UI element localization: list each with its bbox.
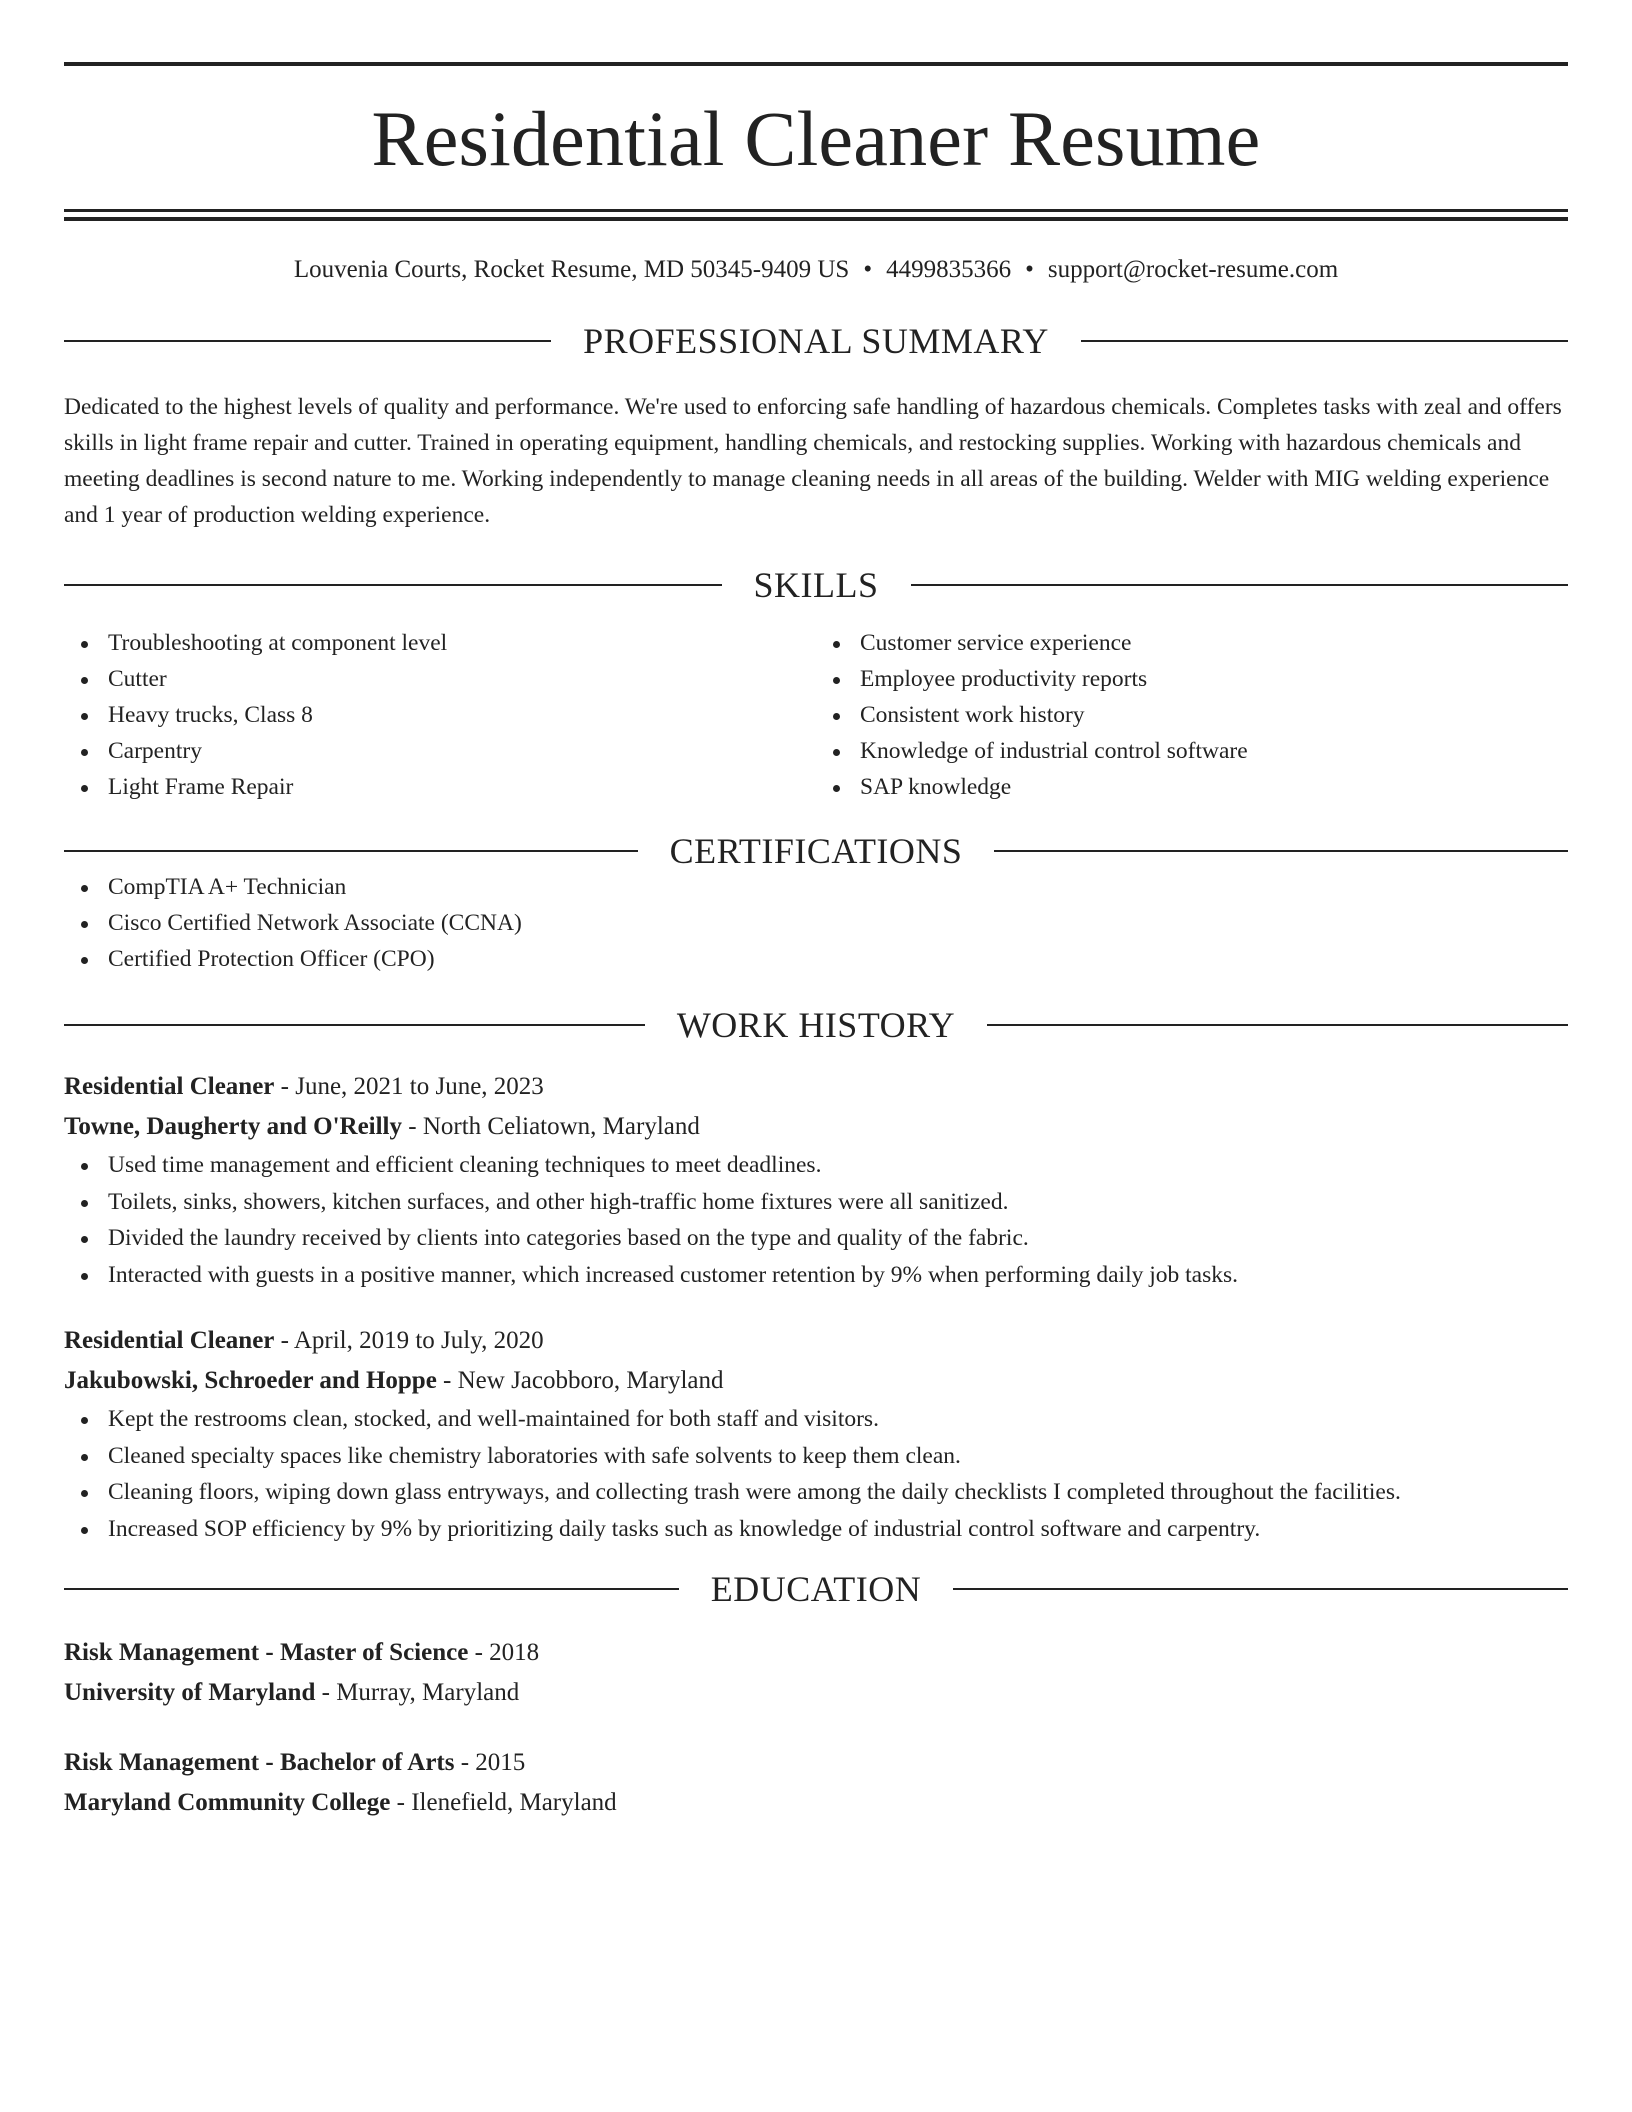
certification-item: Cisco Certified Network Associate (CCNA) xyxy=(64,905,1568,941)
section-title: PROFESSIONAL SUMMARY xyxy=(583,321,1049,361)
skill-item: Heavy trucks, Class 8 xyxy=(64,697,816,733)
heading-rule xyxy=(953,1588,1568,1590)
contact-line xyxy=(64,255,1568,285)
job-bullet: Cleaned specialty spaces like chemistry laboratories with safe solvents to keep them clean. xyxy=(64,1438,1568,1475)
school: Maryland Community College xyxy=(64,1789,391,1816)
job-location: - New Jacobboro, Maryland xyxy=(436,1367,724,1394)
contact-address: Louvenia Courts, Rocket Resume, MD 50345-9409 US xyxy=(293,256,850,283)
job-entry xyxy=(64,1321,1568,1547)
contact-separator: • xyxy=(1025,256,1034,283)
skill-item: Employee productivity reports xyxy=(816,661,1568,697)
skills-column-right xyxy=(816,625,1568,805)
section-heading-certifications xyxy=(64,833,1568,869)
heading-rule xyxy=(64,584,722,586)
section-title: SKILLS xyxy=(753,565,879,605)
section-heading-summary xyxy=(64,323,1568,359)
section-heading-skills xyxy=(64,567,1568,603)
heading-rule xyxy=(64,850,638,852)
section-heading-education xyxy=(64,1571,1568,1607)
job-bullet: Cleaning floors, wiping down glass entryways, and collecting trash were among the daily checklists I completed throughout the facilities. xyxy=(64,1474,1568,1511)
skill-item: Cutter xyxy=(64,661,816,697)
job-company: Towne, Daugherty and O'Reilly xyxy=(64,1113,403,1140)
school-location: - Ilenefield, Maryland xyxy=(390,1789,617,1816)
heading-rule xyxy=(987,1024,1568,1026)
job-bullet: Interacted with guests in a positive manner, which increased customer retention by 9% when performing daily job tasks. xyxy=(64,1257,1568,1294)
job-bullet: Toilets, sinks, showers, kitchen surfaces, and other high-traffic home fixtures were all sanitized. xyxy=(64,1184,1568,1221)
job-title-line xyxy=(64,1321,1568,1361)
degree-year: - 2015 xyxy=(454,1749,526,1776)
skills-column-left xyxy=(64,625,816,805)
job-bullets xyxy=(64,1147,1568,1293)
summary-text: Dedicated to the highest levels of quality and performance. We're used to enforcing safe handling of hazardous chemicals. Completes tasks with zeal and offers skills in light frame repair and cutter. Trained in operating equipment, handling chemicals, and restocking supplies. Working with hazardous chemicals and meeting deadlines is second nature to me. Working independently to manage cleaning needs in all areas of the building. Welder with MIG welding experience and 1 year of production welding experience. xyxy=(64,394,1562,528)
skill-item: Consistent work history xyxy=(816,697,1568,733)
degree-year: - 2018 xyxy=(468,1639,540,1666)
school-location: - Murray, Maryland xyxy=(315,1679,520,1706)
degree: Risk Management - Bachelor of Arts xyxy=(64,1749,455,1776)
job-company-line xyxy=(64,1107,1568,1147)
heading-rule xyxy=(64,1024,645,1026)
skill-item: Customer service experience xyxy=(816,625,1568,661)
certification-item: CompTIA A+ Technician xyxy=(64,869,1568,905)
degree-line xyxy=(64,1633,1568,1673)
job-title: Residential Cleaner xyxy=(64,1327,275,1354)
skill-item: Carpentry xyxy=(64,733,816,769)
certifications-list xyxy=(64,869,1568,977)
school-line xyxy=(64,1783,1568,1823)
contact-separator: • xyxy=(863,256,873,283)
resume-title: Residential Cleaner Resume xyxy=(371,95,1261,182)
top-rule xyxy=(64,62,1568,66)
section-title: EDUCATION xyxy=(710,1569,922,1609)
school: University of Maryland xyxy=(64,1679,316,1706)
school-line xyxy=(64,1673,1568,1713)
skill-item: SAP knowledge xyxy=(816,769,1568,805)
skill-item: Light Frame Repair xyxy=(64,769,816,805)
education-entry xyxy=(64,1743,1568,1823)
section-heading-work-history xyxy=(64,1007,1568,1043)
job-bullets xyxy=(64,1401,1568,1547)
section-title: WORK HISTORY xyxy=(676,1005,956,1045)
degree-line xyxy=(64,1743,1568,1783)
heading-rule xyxy=(1081,340,1568,342)
skill-item: Troubleshooting at component level xyxy=(64,625,816,661)
job-entry xyxy=(64,1067,1568,1293)
certification-item: Certified Protection Officer (CPO) xyxy=(64,941,1568,977)
job-title-line xyxy=(64,1067,1568,1107)
education-entry xyxy=(64,1633,1568,1713)
heading-rule xyxy=(64,1588,679,1590)
heading-rule xyxy=(64,340,551,342)
degree: Risk Management - Master of Science xyxy=(64,1639,469,1666)
contact-email: support@rocket-resume.com xyxy=(1047,256,1339,283)
job-bullet: Increased SOP efficiency by 9% by prioritizing daily tasks such as knowledge of industrial control software and carpentry. xyxy=(64,1511,1568,1548)
heading-rule xyxy=(911,584,1569,586)
title-double-rule xyxy=(64,209,1568,221)
job-title: Residential Cleaner xyxy=(64,1073,275,1100)
job-location: - North Celiatown, Maryland xyxy=(402,1113,700,1140)
job-bullet: Kept the restrooms clean, stocked, and well-maintained for both staff and visitors. xyxy=(64,1401,1568,1438)
section-title: CERTIFICATIONS xyxy=(669,831,963,871)
job-dates: - June, 2021 to June, 2023 xyxy=(274,1073,544,1100)
skills-list xyxy=(64,625,1568,805)
job-bullet: Used time management and efficient cleaning techniques to meet deadlines. xyxy=(64,1147,1568,1184)
job-company-line xyxy=(64,1361,1568,1401)
job-bullet: Divided the laundry received by clients into categories based on the type and quality of the fabric. xyxy=(64,1220,1568,1257)
contact-phone: 4499835366 xyxy=(886,256,1012,283)
job-company: Jakubowski, Schroeder and Hoppe xyxy=(64,1367,437,1394)
heading-rule xyxy=(994,850,1568,852)
job-dates: - April, 2019 to July, 2020 xyxy=(274,1327,544,1354)
skill-item: Knowledge of industrial control software xyxy=(816,733,1568,769)
